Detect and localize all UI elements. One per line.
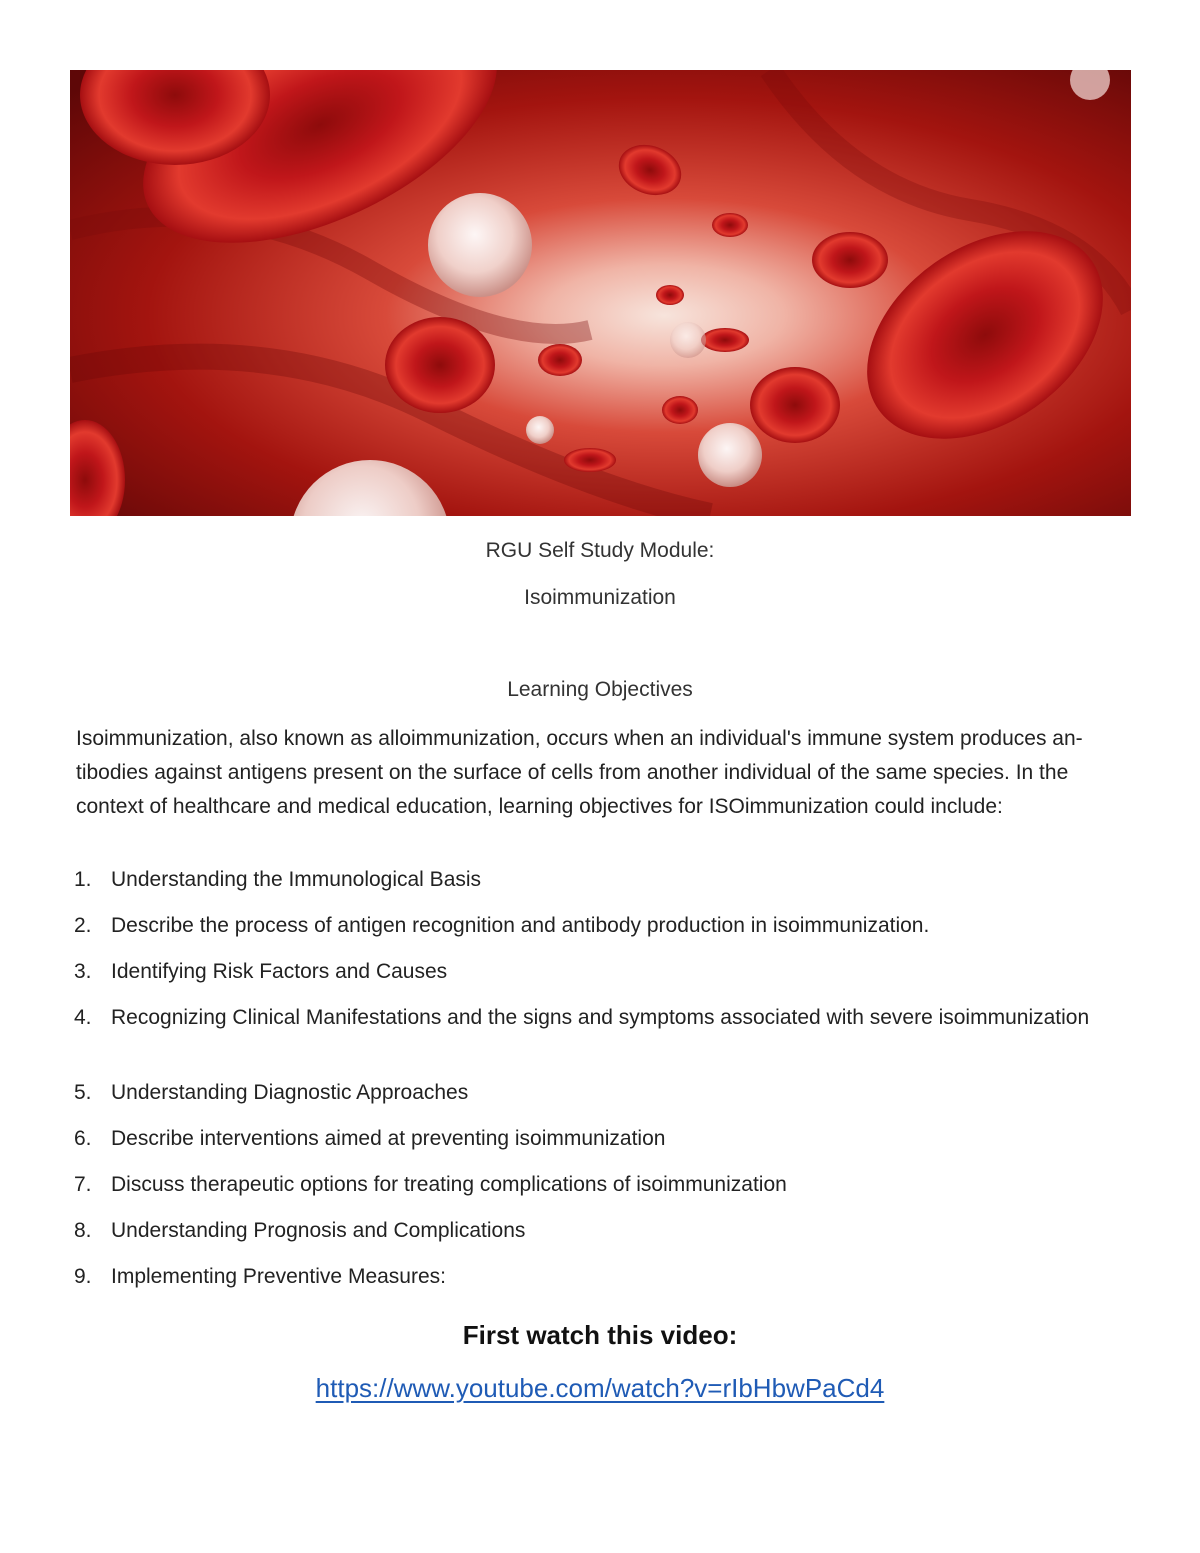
objectives-heading: Learning Objectives [507, 678, 693, 701]
intro-paragraph: Isoimmunization, also known as alloimmunization, occurs when an individual's immune system produces an-tibodies against antigens present on the surface of cells from another individual of the same species. In the context of healthcare and medical education, learning objectives for ISOimmunization could include: [76, 727, 1083, 818]
video-link-container [0, 1373, 1200, 1404]
list-text: Understanding the Immunological Basis [111, 868, 482, 891]
list-text: Describe interventions aimed at preventing isoimmunization [111, 1127, 666, 1150]
list-text: Understanding Diagnostic Approaches [111, 1081, 469, 1104]
list-number: 7. [74, 1173, 92, 1196]
video-prompt-heading: First watch this video: [462, 1320, 738, 1350]
hero-blood-cells-image [70, 70, 1131, 516]
module-title: RGU Self Study Module: [485, 539, 715, 562]
list-number: 5. [74, 1081, 92, 1104]
list-text: Describe the process of antigen recognition and antibody production in isoimmunization. [111, 914, 930, 937]
list-number: 4. [74, 1006, 92, 1029]
list-number: 1. [74, 868, 92, 891]
list-number: 9. [74, 1265, 92, 1288]
module-topic: Isoimmunization [524, 586, 676, 609]
list-text: Understanding Prognosis and Complications [111, 1219, 526, 1242]
list-number: 3. [74, 960, 92, 983]
list-number: 8. [74, 1219, 92, 1242]
list-text: Discuss therapeutic options for treating complications of isoimmunization [111, 1173, 787, 1196]
blood-vessel-illustration [70, 70, 1131, 516]
list-number: 6. [74, 1127, 92, 1150]
list-text: Implementing Preventive Measures: [111, 1265, 446, 1288]
list-number: 2. [74, 914, 92, 937]
video-link[interactable]: https://www.youtube.com/watch?v=rIbHbwPaCd4 [315, 1373, 885, 1403]
list-text: Recognizing Clinical Manifestations and the signs and symptoms associated with severe isoimmunization [111, 1006, 1090, 1029]
list-text: Identifying Risk Factors and Causes [111, 960, 448, 983]
